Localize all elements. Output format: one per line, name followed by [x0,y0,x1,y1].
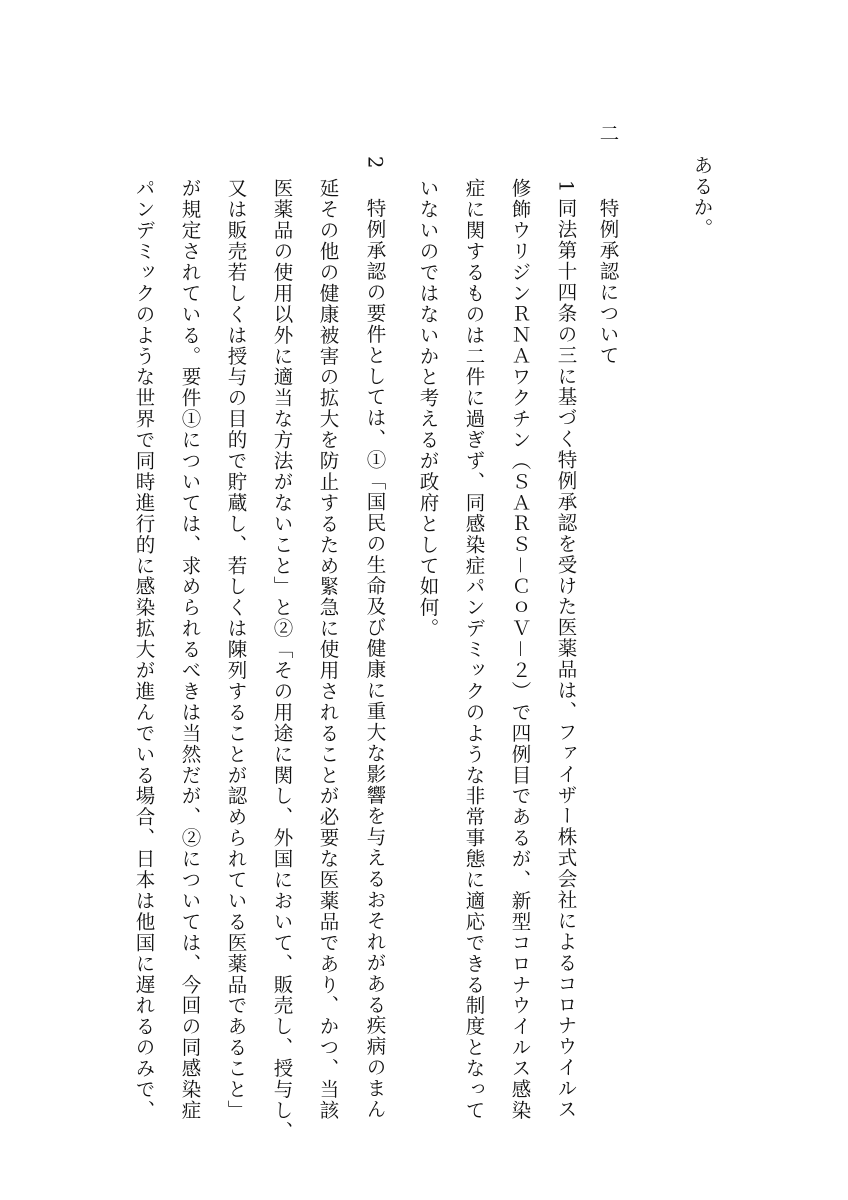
text-line-8: 医薬品の使用以外に適当な方法がないこと」と②「その用途に関し、外国において、販売し、授与し、 [270,178,294,1142]
text-line-3: 修飾ウリジンＲＮＡワクチン（ＳＡＲＳ－ＣｏＶ－２）で四例目であるが、新型コロナウイルス感染 [508,178,532,1121]
text-line-1: あるか。 [690,155,714,239]
text-line-9: 又は販売若しくは授与の目的で貯蔵し、若しくは陳列することが認められている医薬品であること」 [224,178,248,1121]
text-line-2: 同法第十四条の三に基づく特例承認を受けた医薬品は、ファイザー株式会社によるコロナウイルス [554,198,578,1120]
text-line-10: が規定されている。要件①については、求められるべきは当然だが、②については、今回の同感染症 [178,178,202,1121]
text-line-7: 延その他の健康被害の拡大を防止するため緊急に使用されることが必要な医薬品であり、かつ、当該 [316,178,340,1121]
section-heading: 特例承認について [596,198,620,366]
text-line-11: パンデミックのような世界で同時進行的に感染拡大が進んでいる場合、日本は他国に遅れるのみで、 [132,178,156,1121]
item-number-2: 2 [363,156,387,170]
section-number-2: 二 [596,123,620,144]
item-number-1: 1 [554,180,578,194]
text-line-6: 特例承認の要件としては、①「国民の生命及び健康に重大な影響を与えるおそれがある疾病のまん [363,198,387,1120]
text-line-5: いないのではないかと考えるが政府として如何。 [416,178,440,639]
text-line-4: 症に関するものは二件に過ぎず、同感染症パンデミックのような非常事態に適応できる制度となって [462,178,486,1121]
